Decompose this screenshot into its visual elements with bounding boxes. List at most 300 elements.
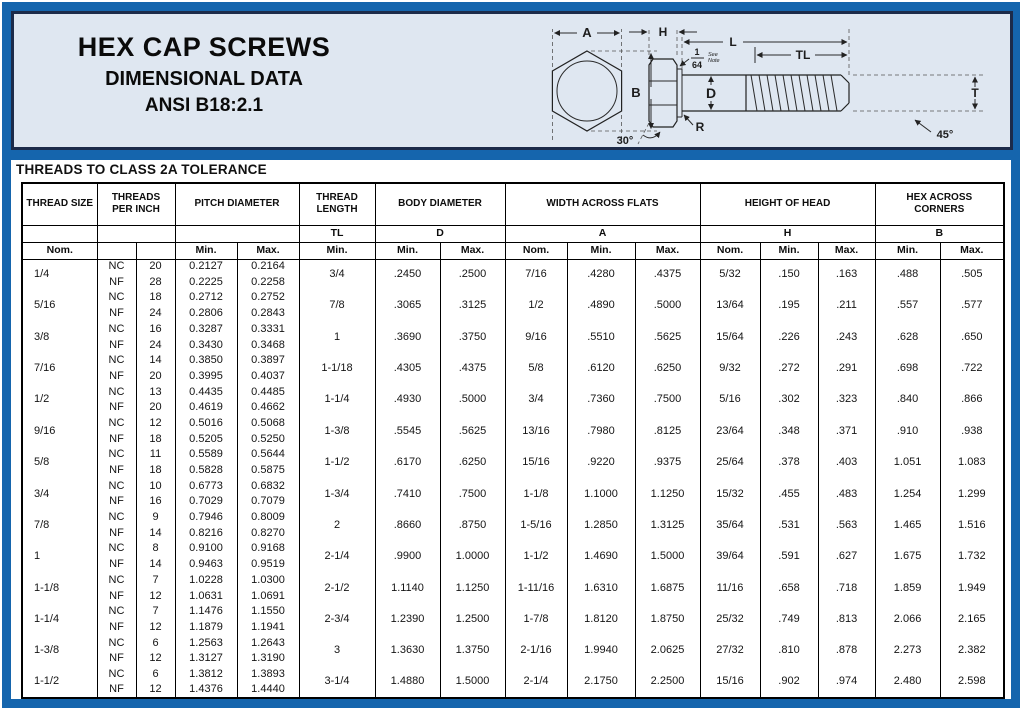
cell-tl-min: 1-1/4 xyxy=(299,385,375,416)
cell-thread-size: 5/16 xyxy=(34,299,56,312)
hex-head-side-view xyxy=(649,59,677,127)
cell-hex-min: 1.254 xyxy=(875,479,940,510)
sub-body-min: Min. xyxy=(375,242,440,259)
cell-body-min: .5545 xyxy=(375,416,440,447)
cell-body-max: .5000 xyxy=(440,385,505,416)
cell-waf-max: .6250 xyxy=(635,353,700,384)
cell-hex-max: .722 xyxy=(940,353,1004,384)
table-row-nc xyxy=(22,510,1004,526)
cell-pd-min-nc: 1.0228 xyxy=(175,573,237,589)
sub-waf-max: Max. xyxy=(635,242,700,259)
cell-hex-max: 1.949 xyxy=(940,573,1004,604)
cell-hex-max: .650 xyxy=(940,322,1004,353)
cell-series-nc: NC xyxy=(97,510,136,526)
cell-thread-size: 1-3/8 xyxy=(34,644,60,657)
letter-blank-size xyxy=(22,225,97,242)
cell-series-nc: NC xyxy=(97,322,136,338)
cell-tl-min: 2 xyxy=(299,510,375,541)
cell-tpi-nc: 8 xyxy=(136,541,175,557)
cell-pd-max-nf: 0.9519 xyxy=(237,557,299,573)
cell-body-max: .6250 xyxy=(440,447,505,478)
cell-waf-max: .9375 xyxy=(635,447,700,478)
cell-head-max: .878 xyxy=(818,636,875,667)
col-header-height-of-head: HEIGHT OF HEAD xyxy=(700,183,875,225)
table-row-nc xyxy=(22,416,1004,432)
cell-series-nc: NC xyxy=(97,259,136,275)
cell-thread-size: 9/16 xyxy=(34,424,56,437)
col-header-thread-length: THREAD LENGTH xyxy=(299,183,375,225)
cell-hex-min: .488 xyxy=(875,259,940,290)
cell-tpi-nc: 20 xyxy=(136,259,175,275)
cell-pd-min-nc: 0.4435 xyxy=(175,385,237,401)
cell-head-max: .718 xyxy=(818,573,875,604)
washer-face-frac-numerator: 1 xyxy=(694,47,700,57)
cell-series-nf: NF xyxy=(97,620,136,636)
cell-tl-min: 2-1/2 xyxy=(299,573,375,604)
cell-waf-min: 2.1750 xyxy=(567,667,635,698)
header-subrow xyxy=(22,242,1004,259)
cell-hex-min: 1.675 xyxy=(875,541,940,572)
cell-waf-min: 1.1000 xyxy=(567,479,635,510)
cell-series-nf: NF xyxy=(97,400,136,416)
cell-head-min: .455 xyxy=(760,479,818,510)
cell-pd-max-nc: 0.2164 xyxy=(237,259,299,275)
cell-pd-max-nf: 0.2843 xyxy=(237,306,299,322)
cell-tpi-nf: 28 xyxy=(136,275,175,291)
cell-tpi-nc: 13 xyxy=(136,385,175,401)
cell-pd-min-nc: 0.5016 xyxy=(175,416,237,432)
sub-body-max: Max. xyxy=(440,242,505,259)
cell-hex-max: 1.732 xyxy=(940,541,1004,572)
cell-body-min: .2450 xyxy=(375,259,440,290)
cell-pd-min-nf: 0.5828 xyxy=(175,463,237,479)
cell-pd-min-nf: 0.9463 xyxy=(175,557,237,573)
cell-tpi-nc: 7 xyxy=(136,573,175,589)
cell-thread-size: 3/4 xyxy=(34,487,50,500)
cell-waf-nom: 9/16 xyxy=(505,322,567,353)
cell-waf-nom: 7/16 xyxy=(505,259,567,290)
cell-thread-size: 1/4 xyxy=(34,268,50,281)
cell-tl-min: 3-1/4 xyxy=(299,667,375,698)
cell-waf-max: .8125 xyxy=(635,416,700,447)
cell-hex-min: 2.273 xyxy=(875,636,940,667)
cell-waf-min: .6120 xyxy=(567,353,635,384)
cell-series-nf: NF xyxy=(97,651,136,667)
cell-pd-max-nc: 0.2752 xyxy=(237,290,299,306)
cell-head-min: .658 xyxy=(760,573,818,604)
cell-head-min: .302 xyxy=(760,385,818,416)
cell-head-max: .483 xyxy=(818,479,875,510)
cell-head-min: .348 xyxy=(760,416,818,447)
cell-pd-max-nc: 1.1550 xyxy=(237,604,299,620)
table-caption: THREADS TO CLASS 2A TOLERANCE xyxy=(16,162,267,177)
cell-series-nf: NF xyxy=(97,432,136,448)
cell-tpi-nf: 12 xyxy=(136,651,175,667)
cell-tl-min: 7/8 xyxy=(299,290,375,321)
cell-series-nc: NC xyxy=(97,353,136,369)
angle-label-30: 30° xyxy=(616,135,634,147)
table-row-nc xyxy=(22,353,1004,369)
cell-tpi-nf: 14 xyxy=(136,526,175,542)
cell-waf-nom: 1-1/8 xyxy=(505,479,567,510)
cell-waf-min: 1.6310 xyxy=(567,573,635,604)
cell-head-min: .150 xyxy=(760,259,818,290)
cell-pd-min-nf: 1.1879 xyxy=(175,620,237,636)
standard-reference: ANSI B18:2.1 xyxy=(144,94,264,116)
cell-waf-nom: 1-5/16 xyxy=(505,510,567,541)
cell-head-nom: 39/64 xyxy=(700,541,760,572)
cell-waf-min: .4890 xyxy=(567,290,635,321)
cell-tl-min: 2-1/4 xyxy=(299,541,375,572)
cell-pd-min-nc: 0.2127 xyxy=(175,259,237,275)
hex-screw-diagram xyxy=(511,17,1009,147)
cell-tpi-nf: 14 xyxy=(136,557,175,573)
cell-pd-max-nc: 1.2643 xyxy=(237,636,299,652)
cell-body-max: .5625 xyxy=(440,416,505,447)
cell-waf-nom: 2-1/16 xyxy=(505,636,567,667)
blue-divider-band xyxy=(11,150,1013,160)
cell-body-min: 1.1140 xyxy=(375,573,440,604)
cell-body-max: 1.5000 xyxy=(440,667,505,698)
sub-waf-min: Min. xyxy=(567,242,635,259)
cell-series-nf: NF xyxy=(97,588,136,604)
cell-hex-min: .698 xyxy=(875,353,940,384)
sub-hex-min: Min. xyxy=(875,242,940,259)
cell-pd-min-nf: 0.8216 xyxy=(175,526,237,542)
cell-waf-max: 1.1250 xyxy=(635,479,700,510)
cell-head-nom: 5/32 xyxy=(700,259,760,290)
cell-waf-max: 1.6875 xyxy=(635,573,700,604)
cell-head-min: .810 xyxy=(760,636,818,667)
col-header-pitch-diameter: PITCH DIAMETER xyxy=(175,183,299,225)
cell-hex-max: 2.598 xyxy=(940,667,1004,698)
cell-body-max: .2500 xyxy=(440,259,505,290)
cell-head-max: .323 xyxy=(818,385,875,416)
cell-tpi-nc: 11 xyxy=(136,447,175,463)
cell-series-nf: NF xyxy=(97,557,136,573)
cell-hex-min: .840 xyxy=(875,385,940,416)
sub-pd-min: Min. xyxy=(175,242,237,259)
sub-size-nom: Nom. xyxy=(22,242,97,259)
cell-head-nom: 27/32 xyxy=(700,636,760,667)
col-header-thread-size: THREAD SIZE xyxy=(22,183,97,225)
cell-series-nf: NF xyxy=(97,337,136,353)
cell-hex-max: 1.516 xyxy=(940,510,1004,541)
sub-head-nom: Nom. xyxy=(700,242,760,259)
cell-waf-nom: 1-1/2 xyxy=(505,541,567,572)
title-block xyxy=(54,33,354,117)
cell-thread-size: 1-1/4 xyxy=(34,613,60,626)
cell-pd-min-nf: 0.5205 xyxy=(175,432,237,448)
table-row-nc xyxy=(22,385,1004,401)
see-note-line1: See xyxy=(708,52,718,58)
cell-hex-max: .577 xyxy=(940,290,1004,321)
table-row-nc xyxy=(22,479,1004,495)
cell-pd-min-nc: 1.3812 xyxy=(175,667,237,683)
cell-pd-min-nf: 1.0631 xyxy=(175,588,237,604)
cell-tpi-nf: 24 xyxy=(136,306,175,322)
hex-head-front-view xyxy=(552,51,621,131)
dim-label-tl: TL xyxy=(795,48,811,62)
cell-head-nom: 11/16 xyxy=(700,573,760,604)
sub-tl-min: Min. xyxy=(299,242,375,259)
cell-thread-size: 7/16 xyxy=(34,362,56,375)
sub-series-blank xyxy=(97,242,136,259)
cell-series-nf: NF xyxy=(97,494,136,510)
cell-body-min: .3065 xyxy=(375,290,440,321)
cell-body-max: .4375 xyxy=(440,353,505,384)
dim-label-d: D xyxy=(705,85,717,101)
cell-pd-max-nc: 0.6832 xyxy=(237,479,299,495)
cell-series-nc: NC xyxy=(97,290,136,306)
cell-waf-min: 1.9940 xyxy=(567,636,635,667)
cell-pd-max-nf: 0.2258 xyxy=(237,275,299,291)
cell-series-nf: NF xyxy=(97,683,136,699)
letter-d: D xyxy=(375,225,505,242)
sub-pd-max: Max. xyxy=(237,242,299,259)
sub-tpi-blank xyxy=(136,242,175,259)
cell-waf-max: 1.3125 xyxy=(635,510,700,541)
cell-hex-max: .938 xyxy=(940,416,1004,447)
table-row-nc xyxy=(22,322,1004,338)
cell-series-nf: NF xyxy=(97,369,136,385)
sub-head-max: Max. xyxy=(818,242,875,259)
cell-thread-size: 5/8 xyxy=(34,456,50,469)
cell-tpi-nc: 10 xyxy=(136,479,175,495)
cell-waf-max: .5625 xyxy=(635,322,700,353)
dim-label-b: B xyxy=(631,85,641,100)
cell-body-min: 1.3630 xyxy=(375,636,440,667)
cell-tpi-nc: 12 xyxy=(136,416,175,432)
cell-body-min: .9900 xyxy=(375,541,440,572)
cell-pd-min-nc: 0.3850 xyxy=(175,353,237,369)
cell-waf-nom: 13/16 xyxy=(505,416,567,447)
cell-pd-min-nc: 0.7946 xyxy=(175,510,237,526)
cell-pd-max-nf: 0.3468 xyxy=(237,337,299,353)
cell-hex-min: .628 xyxy=(875,322,940,353)
cell-head-nom: 5/16 xyxy=(700,385,760,416)
header-letter-row xyxy=(22,225,1004,242)
letter-tl: TL xyxy=(299,225,375,242)
letter-a: A xyxy=(505,225,700,242)
cell-tl-min: 1 xyxy=(299,322,375,353)
cell-series-nc: NC xyxy=(97,636,136,652)
cell-pd-min-nc: 0.3287 xyxy=(175,322,237,338)
cell-head-nom: 25/32 xyxy=(700,604,760,635)
cell-head-nom: 35/64 xyxy=(700,510,760,541)
table-row-nc xyxy=(22,573,1004,589)
cell-head-max: .403 xyxy=(818,447,875,478)
col-header-hex-across-corners: HEX ACROSS CORNERS xyxy=(875,183,1004,225)
cell-tpi-nc: 7 xyxy=(136,604,175,620)
cell-head-min: .531 xyxy=(760,510,818,541)
cell-pd-max-nf: 0.7079 xyxy=(237,494,299,510)
table-row-nc xyxy=(22,447,1004,463)
cell-waf-min: .7360 xyxy=(567,385,635,416)
cell-tpi-nf: 20 xyxy=(136,369,175,385)
cell-hex-max: .505 xyxy=(940,259,1004,290)
cell-pd-max-nc: 1.3893 xyxy=(237,667,299,683)
cell-body-min: .3690 xyxy=(375,322,440,353)
cell-pd-min-nc: 0.9100 xyxy=(175,541,237,557)
cell-head-max: .627 xyxy=(818,541,875,572)
table-row-nc xyxy=(22,604,1004,620)
cell-pd-max-nc: 1.0300 xyxy=(237,573,299,589)
header-group-row xyxy=(22,183,1004,225)
cell-pd-min-nf: 0.3995 xyxy=(175,369,237,385)
cell-thread-size: 1-1/2 xyxy=(34,675,60,688)
cell-head-nom: 15/16 xyxy=(700,667,760,698)
cell-pd-max-nf: 0.5875 xyxy=(237,463,299,479)
cell-pd-min-nc: 0.5589 xyxy=(175,447,237,463)
cell-series-nc: NC xyxy=(97,447,136,463)
cell-body-max: 1.2500 xyxy=(440,604,505,635)
cell-series-nf: NF xyxy=(97,526,136,542)
cell-tl-min: 3/4 xyxy=(299,259,375,290)
cell-waf-max: 1.8750 xyxy=(635,604,700,635)
table-row-nc xyxy=(22,667,1004,683)
cell-tpi-nc: 6 xyxy=(136,667,175,683)
cell-waf-min: .9220 xyxy=(567,447,635,478)
cell-head-max: .211 xyxy=(818,290,875,321)
cell-head-max: .974 xyxy=(818,667,875,698)
cell-tpi-nf: 12 xyxy=(136,620,175,636)
cell-pd-max-nf: 0.8270 xyxy=(237,526,299,542)
cell-series-nc: NC xyxy=(97,541,136,557)
washer-face-frac-denominator: 64 xyxy=(691,60,703,70)
cell-pd-max-nc: 0.9168 xyxy=(237,541,299,557)
col-header-body-diameter: BODY DIAMETER xyxy=(375,183,505,225)
cell-series-nc: NC xyxy=(97,385,136,401)
table-row-nc xyxy=(22,636,1004,652)
cell-tpi-nf: 24 xyxy=(136,337,175,353)
cell-series-nc: NC xyxy=(97,604,136,620)
cell-head-min: .195 xyxy=(760,290,818,321)
cell-head-max: .813 xyxy=(818,604,875,635)
dim-label-r: R xyxy=(695,120,705,134)
col-header-width-across-flats: WIDTH ACROSS FLATS xyxy=(505,183,700,225)
dim-label-h: H xyxy=(658,25,668,39)
cell-waf-min: 1.8120 xyxy=(567,604,635,635)
cell-pd-min-nf: 1.3127 xyxy=(175,651,237,667)
cell-pd-min-nf: 0.7029 xyxy=(175,494,237,510)
cell-hex-min: .557 xyxy=(875,290,940,321)
cell-pd-max-nf: 1.1941 xyxy=(237,620,299,636)
cell-series-nc: NC xyxy=(97,667,136,683)
cell-tl-min: 1-1/18 xyxy=(299,353,375,384)
cell-waf-max: .5000 xyxy=(635,290,700,321)
cell-body-max: .3750 xyxy=(440,322,505,353)
cell-pd-min-nc: 0.2712 xyxy=(175,290,237,306)
cell-body-max: .7500 xyxy=(440,479,505,510)
cell-head-nom: 15/32 xyxy=(700,479,760,510)
cell-head-nom: 13/64 xyxy=(700,290,760,321)
cell-series-nf: NF xyxy=(97,463,136,479)
cell-head-max: .291 xyxy=(818,353,875,384)
cell-head-min: .226 xyxy=(760,322,818,353)
cell-pd-max-nc: 0.3897 xyxy=(237,353,299,369)
dim-label-l: L xyxy=(729,35,737,49)
cell-hex-max: 2.165 xyxy=(940,604,1004,635)
cell-thread-size: 7/8 xyxy=(34,518,50,531)
cell-body-min: .6170 xyxy=(375,447,440,478)
cell-tl-min: 1-3/8 xyxy=(299,416,375,447)
cell-hex-min: 1.051 xyxy=(875,447,940,478)
cell-pd-min-nf: 0.2225 xyxy=(175,275,237,291)
cell-pd-max-nc: 0.5068 xyxy=(237,416,299,432)
cell-pd-max-nf: 1.4440 xyxy=(237,683,299,699)
cell-waf-min: 1.4690 xyxy=(567,541,635,572)
cell-waf-min: .4280 xyxy=(567,259,635,290)
letter-h: H xyxy=(700,225,875,242)
cell-thread-size: 1/2 xyxy=(34,393,50,406)
cell-pd-min-nc: 0.6773 xyxy=(175,479,237,495)
cell-tl-min: 1-1/2 xyxy=(299,447,375,478)
cell-head-min: .272 xyxy=(760,353,818,384)
cell-waf-min: .7980 xyxy=(567,416,635,447)
header-banner xyxy=(11,11,1013,150)
cell-waf-min: .5510 xyxy=(567,322,635,353)
cell-hex-max: 2.382 xyxy=(940,636,1004,667)
letter-b: B xyxy=(875,225,1004,242)
dim-label-t: T xyxy=(971,86,979,100)
cell-hex-max: 1.083 xyxy=(940,447,1004,478)
cell-waf-nom: 3/4 xyxy=(505,385,567,416)
cell-hex-min: 2.480 xyxy=(875,667,940,698)
cell-pd-min-nf: 0.3430 xyxy=(175,337,237,353)
cell-waf-max: .4375 xyxy=(635,259,700,290)
cell-tl-min: 3 xyxy=(299,636,375,667)
table-row-nc xyxy=(22,290,1004,306)
cell-waf-nom: 1-11/16 xyxy=(505,573,567,604)
cell-series-nc: NC xyxy=(97,479,136,495)
table-row-nc xyxy=(22,259,1004,275)
hex-inscribed-circle xyxy=(557,61,617,121)
col-header-threads-per-inch: THREADS PER INCH xyxy=(97,183,175,225)
cell-tl-min: 2-3/4 xyxy=(299,604,375,635)
cell-waf-nom: 15/16 xyxy=(505,447,567,478)
cell-body-min: 1.2390 xyxy=(375,604,440,635)
cell-head-nom: 25/64 xyxy=(700,447,760,478)
cell-pd-min-nf: 0.2806 xyxy=(175,306,237,322)
letter-blank-pitch xyxy=(175,225,299,242)
letter-blank-tpi xyxy=(97,225,175,242)
cell-head-max: .371 xyxy=(818,416,875,447)
table-row-nc xyxy=(22,541,1004,557)
cell-series-nc: NC xyxy=(97,573,136,589)
cell-waf-nom: 5/8 xyxy=(505,353,567,384)
angle-label-45: 45° xyxy=(936,129,954,141)
cell-thread-size: 3/8 xyxy=(34,330,50,343)
page-title: HEX CAP SCREWS xyxy=(77,32,331,62)
page-subtitle: DIMENSIONAL DATA xyxy=(105,67,303,90)
cell-waf-min: 1.2850 xyxy=(567,510,635,541)
cell-series-nf: NF xyxy=(97,306,136,322)
cell-body-max: 1.3750 xyxy=(440,636,505,667)
cell-body-min: .7410 xyxy=(375,479,440,510)
spec-table xyxy=(21,182,1005,699)
cell-pd-max-nc: 0.4485 xyxy=(237,385,299,401)
cell-thread-size: 1 xyxy=(34,550,41,563)
cell-waf-max: .7500 xyxy=(635,385,700,416)
sub-hex-max: Max. xyxy=(940,242,1004,259)
cell-series-nc: NC xyxy=(97,416,136,432)
cell-head-min: .902 xyxy=(760,667,818,698)
cell-waf-nom: 2-1/4 xyxy=(505,667,567,698)
dim-label-a: A xyxy=(582,25,592,40)
cell-head-nom: 9/32 xyxy=(700,353,760,384)
cell-hex-max: .866 xyxy=(940,385,1004,416)
